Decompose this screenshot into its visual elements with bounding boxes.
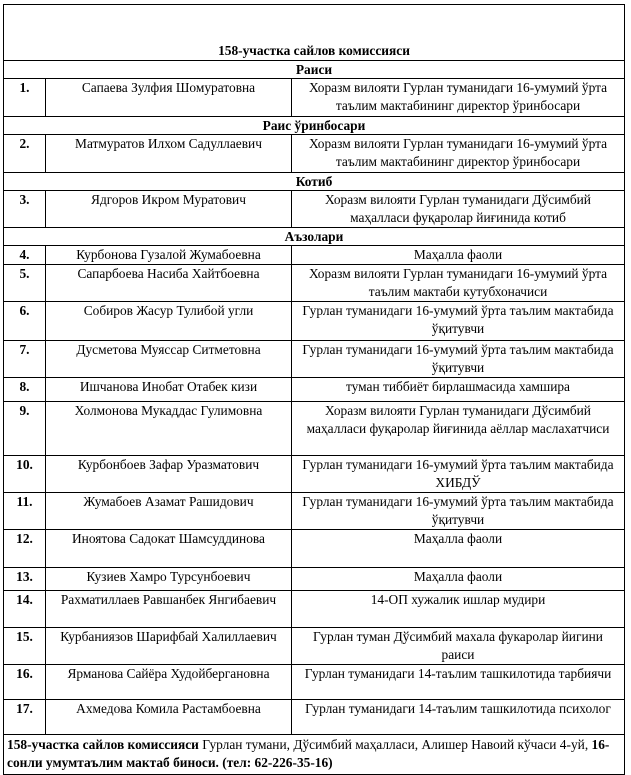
member-position: Гурлан туманидаги 14-таълим ташкилотида тарбиячи xyxy=(292,665,625,700)
member-position: Маҳалла фаоли xyxy=(292,246,625,265)
member-name: Курбонова Гузалой Жумабоевна xyxy=(46,246,292,265)
member-name: Курбаниязов Шарифбай Халиллаевич xyxy=(46,628,292,665)
section-header-row xyxy=(4,228,625,246)
member-name: Матмуратов Илхом Садуллаевич xyxy=(46,135,292,173)
member-name: Ярманова Сайёра Худойбергановна xyxy=(46,665,292,700)
member-number: 13. xyxy=(4,568,46,591)
member-name: Сапарбоева Насиба Хайтбоевна xyxy=(46,265,292,302)
member-number: 7. xyxy=(4,341,46,378)
member-number: 17. xyxy=(4,700,46,735)
member-name: Иноятова Садокат Шамсуддинова xyxy=(46,530,292,568)
member-position: Хоразм вилояти Гурлан туманидаги Дўсимбий маҳалласи фуқаролар йиғинида аёллар маслахатчиси xyxy=(292,402,625,456)
section-header-row xyxy=(4,61,625,79)
member-name: Ишчанова Инобат Отабек кизи xyxy=(46,378,292,402)
member-number: 5. xyxy=(4,265,46,302)
member-name: Ахмедова Комила Растамбоевна xyxy=(46,700,292,735)
title-row xyxy=(4,5,625,61)
member-number: 3. xyxy=(4,191,46,228)
member-number: 8. xyxy=(4,378,46,402)
member-name: Курбонбоев Зафар Уразматович xyxy=(46,456,292,493)
member-row xyxy=(4,530,625,568)
member-position: туман тиббиёт бирлашмасида хамшира xyxy=(292,378,625,402)
member-number: 12. xyxy=(4,530,46,568)
member-row xyxy=(4,665,625,700)
member-row xyxy=(4,265,625,302)
section-heading: Котиб xyxy=(4,173,625,191)
member-name: Холмонова Мукаддас Гулимовна xyxy=(46,402,292,456)
section-header-row xyxy=(4,173,625,191)
member-position: Хоразм вилояти Гурлан туманидаги 16-умумий ўрта таълим мактабининг директор ўринбосари xyxy=(292,79,625,117)
member-number: 10. xyxy=(4,456,46,493)
footer-row xyxy=(4,735,625,775)
member-position: Гурлан туманидаги 16-умумий ўрта таълим мактабида ўқитувчи xyxy=(292,302,625,341)
member-row xyxy=(4,378,625,402)
member-number: 11. xyxy=(4,493,46,530)
member-position: Гурлан туман Дўсимбий махала фукаролар йигини раиси xyxy=(292,628,625,665)
document-page xyxy=(3,4,624,775)
member-row xyxy=(4,246,625,265)
member-position: Хоразм вилояти Гурлан туманидаги 16-умумий ўрта таълим мактаби кутубхоначиси xyxy=(292,265,625,302)
member-position: 14-ОП хужалик ишлар мудири xyxy=(292,591,625,628)
member-number: 14. xyxy=(4,591,46,628)
member-row xyxy=(4,628,625,665)
member-position: Гурлан туманидаги 16-умумий ўрта таълим мактабида ХИБДЎ xyxy=(292,456,625,493)
footer-building: 16-сонли умумтаълим мактаб биноси. (тел: 62-226-35-16) xyxy=(7,737,610,770)
member-name: Рахматиллаев Равшанбек Янгибаевич xyxy=(46,591,292,628)
member-number: 15. xyxy=(4,628,46,665)
member-number: 16. xyxy=(4,665,46,700)
member-name: Сапаева Зулфия Шомуратовна xyxy=(46,79,292,117)
commission-table xyxy=(3,4,625,775)
member-position: Хоразм вилояти Гурлан туманидаги Дўсимбий маҳалласи фуқаролар йиғинида котиб xyxy=(292,191,625,228)
member-position: Маҳалла фаоли xyxy=(292,568,625,591)
member-position: Гурлан туманидаги 16-умумий ўрта таълим мактабида ўқитувчи xyxy=(292,341,625,378)
footer-commission-name: 158-участка сайлов комиссияси xyxy=(7,737,199,752)
member-number: 6. xyxy=(4,302,46,341)
member-name: Дусметова Муяссар Ситметовна xyxy=(46,341,292,378)
member-name: Жумабоев Азамат Рашидович xyxy=(46,493,292,530)
member-position: Гурлан туманидаги 14-таълим ташкилотида психолог xyxy=(292,700,625,735)
member-name: Кузиев Хамро Турсунбоевич xyxy=(46,568,292,591)
member-row xyxy=(4,493,625,530)
member-number: 4. xyxy=(4,246,46,265)
address-footer xyxy=(4,735,625,775)
member-number: 1. xyxy=(4,79,46,117)
member-name: Собиров Жасур Тулибой угли xyxy=(46,302,292,341)
member-number: 2. xyxy=(4,135,46,173)
member-row xyxy=(4,568,625,591)
member-name: Ядгоров Икром Муратович xyxy=(46,191,292,228)
member-number: 9. xyxy=(4,402,46,456)
section-heading: Аъзолари xyxy=(4,228,625,246)
member-row xyxy=(4,402,625,456)
member-row xyxy=(4,591,625,628)
section-heading: Раиси xyxy=(4,61,625,79)
commission-title: 158-участка сайлов комиссияси xyxy=(4,5,625,61)
section-heading: Раис ўринбосари xyxy=(4,117,625,135)
member-position: Маҳалла фаоли xyxy=(292,530,625,568)
member-row xyxy=(4,191,625,228)
member-row xyxy=(4,302,625,341)
member-row xyxy=(4,456,625,493)
section-header-row xyxy=(4,117,625,135)
member-row xyxy=(4,341,625,378)
member-position: Гурлан туманидаги 16-умумий ўрта таълим мактабида ўқитувчи xyxy=(292,493,625,530)
member-row xyxy=(4,79,625,117)
member-row xyxy=(4,135,625,173)
member-row xyxy=(4,700,625,735)
footer-address: Гурлан тумани, Дўсимбий маҳалласи, Алишер Навоий кўчаси 4-уй, xyxy=(198,737,592,752)
member-position: Хоразм вилояти Гурлан туманидаги 16-умумий ўрта таълим мактабининг директор ўринбосари xyxy=(292,135,625,173)
